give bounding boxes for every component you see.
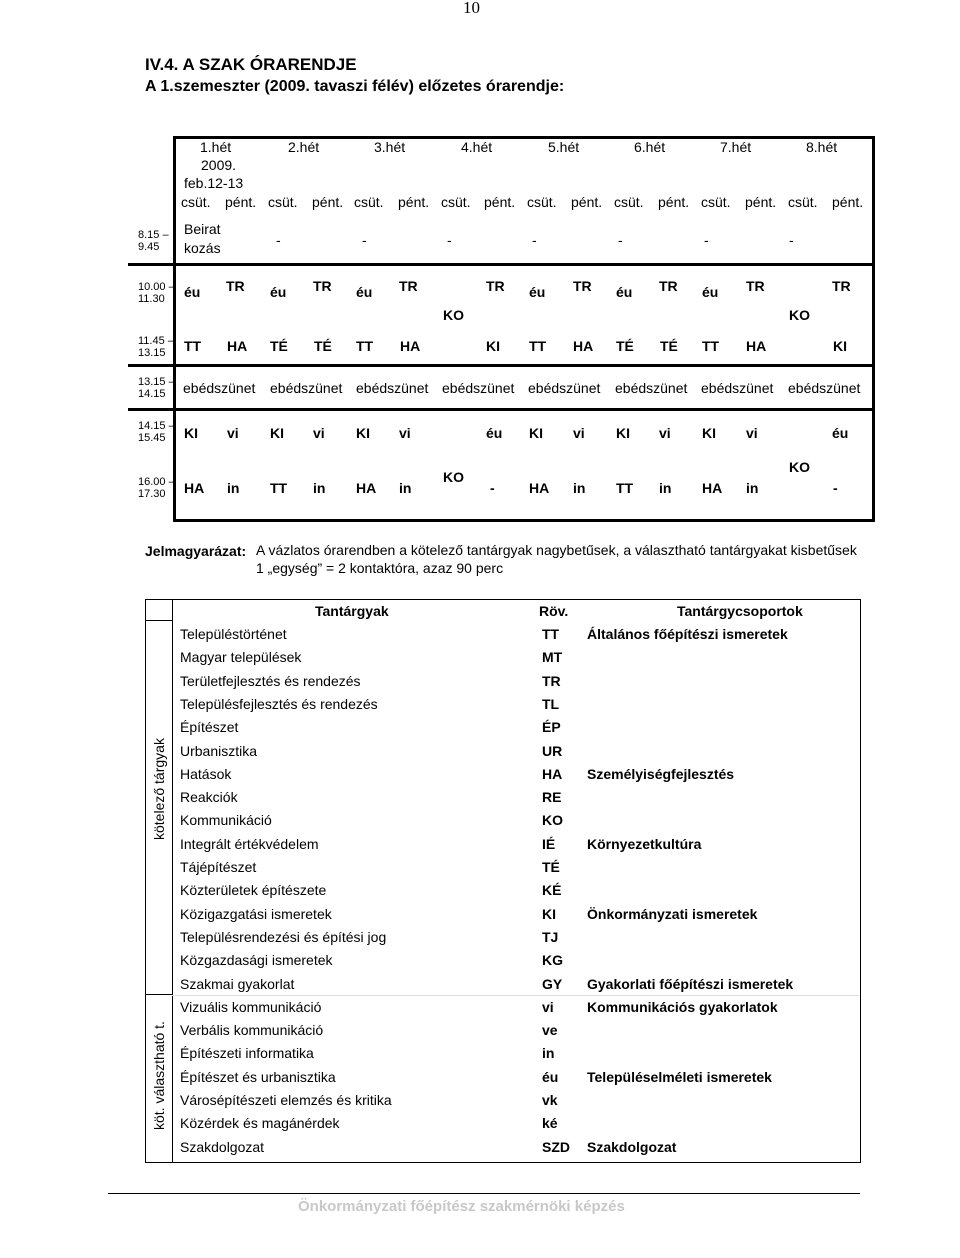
day-header: pént. [745,194,777,210]
week-header: 3.hét [374,139,406,155]
schedule-cell: vi [573,425,585,441]
table-divider [172,599,173,1162]
day-header: pént. [571,194,603,210]
lunch-break: ebédszünet [701,380,774,396]
schedule-cell: éu [832,425,849,441]
subject-abbr: KO [542,812,563,828]
cell-dash: - [789,232,794,248]
subject-name: Területfejlesztés és rendezés [180,673,361,689]
schedule-cell: vi [227,425,239,441]
subject-name: Közterületek építészete [180,882,327,898]
subject-abbr: RE [542,789,562,805]
week-header: 2.hét [288,139,320,155]
subject-name: Hatások [180,766,232,782]
schedule-cell: in [746,480,759,496]
enrollment-label: kozás [184,240,221,256]
schedule-cell: KI [833,338,847,354]
day-header: pént. [832,194,864,210]
schedule-cell: éu [270,284,287,300]
schedule-cell: TR [746,278,765,294]
schedule-cell: KI [356,425,370,441]
schedule-cell: HA [573,338,594,354]
subject-abbr: ve [542,1022,558,1038]
schedule-cell: TR [399,278,418,294]
column-header-subjects: Tantárgyak [315,603,389,619]
schedule-cell: HA [227,338,248,354]
subject-abbr: HA [542,766,563,782]
schedule-cell: - [490,480,495,496]
table-divider [172,995,859,996]
subject-name: Urbanisztika [180,743,258,759]
subject-abbr: MT [542,649,563,665]
schedule-cell: in [573,480,586,496]
schedule-cell: TR [486,278,505,294]
table-divider [145,620,173,621]
schedule-cell-ko: KO [443,469,464,485]
subject-name: Verbális kommunikáció [180,1022,324,1038]
cell-dash: - [618,232,623,248]
subject-group: Általános főépítészi ismeretek [587,626,788,642]
schedule-cell: TT [184,338,202,354]
subject-name: Településrendezési és építési jog [180,929,387,945]
subject-name: Integrált értékvédelem [180,836,319,852]
subject-abbr: KG [542,952,563,968]
schedule-cell: TT [356,338,374,354]
cell-dash: - [276,232,281,248]
schedule-cell: KI [184,425,198,441]
subject-name: Településtörténet [180,626,287,642]
subject-name: Magyar települések [180,649,302,665]
week-header: 4.hét [461,139,493,155]
schedule-cell: TÉ [270,338,288,354]
lunch-break: ebédszünet [442,380,515,396]
footer-text: Önkormányzati főépítész szakmérnöki képzés [298,1198,625,1215]
time-slot-4: 13.15 – 14.15 [138,376,175,400]
schedule-cell: - [833,480,838,496]
schedule-cell: KI [486,338,500,354]
time-slot-5: 14.15 – 15.45 [138,420,175,444]
subject-abbr: UR [542,743,563,759]
legend-text [256,541,857,577]
subject-group: Önkormányzati ismeretek [587,906,758,922]
subject-group: Gyakorlati főépítészi ismeretek [587,976,794,992]
schedule-cell: vi [746,425,758,441]
subject-abbr: TR [542,673,561,689]
subject-abbr: SZD [542,1139,570,1155]
schedule-cell: in [659,480,672,496]
schedule-cell: éu [529,284,546,300]
schedule-cell: éu [184,284,201,300]
subject-abbr: IÉ [542,836,556,852]
week-header: 6.hét [634,139,666,155]
day-header: csüt. [354,194,384,210]
schedule-cell-ko: KO [789,307,810,323]
schedule-divider [128,263,872,266]
subject-group: Szakdolgozat [587,1139,677,1155]
schedule-cell: KI [616,425,630,441]
schedule-cell: TT [529,338,547,354]
schedule-cell: KI [270,425,284,441]
schedule-cell: HA [184,480,205,496]
schedule-cell: éu [702,284,719,300]
day-header: csüt. [441,194,471,210]
schedule-cell: vi [659,425,671,441]
schedule-cell: vi [313,425,325,441]
subject-name: Közigazgatási ismeretek [180,906,332,922]
subject-abbr: KI [542,906,556,922]
elective-side-label: köt. választható t. [151,1021,167,1130]
schedule-cell: in [313,480,326,496]
subject-abbr: GY [542,976,563,992]
subject-group: Személyiségfejlesztés [587,766,735,782]
lunch-break: ebédszünet [788,380,861,396]
lunch-break: ebédszünet [270,380,343,396]
day-header: pént. [312,194,344,210]
schedule-cell: TT [702,338,720,354]
schedule-cell: in [399,480,412,496]
schedule-cell: TT [270,480,288,496]
schedule-cell: TR [832,278,851,294]
day-header: pént. [658,194,690,210]
column-header-groups: Tantárgycsoportok [677,603,803,619]
cell-dash: - [447,232,452,248]
subject-abbr: TT [542,626,560,642]
subject-name: Kommunikáció [180,812,272,828]
legend-line: 1 „egység” = 2 kontaktóra, azaz 90 perc [256,560,504,576]
subject-group: Településelméleti ismeretek [587,1069,772,1085]
day-header: pént. [484,194,516,210]
week-date: 2009. [201,157,237,173]
schedule-cell: TR [573,278,592,294]
subject-abbr: TJ [542,929,559,945]
schedule-cell-ko: KO [789,459,810,475]
day-header: csüt. [268,194,298,210]
subject-group: Kommunikációs gyakorlatok [587,999,778,1015]
schedule-cell: HA [400,338,421,354]
schedule-cell: HA [529,480,550,496]
subject-name: Szakdolgozat [180,1139,265,1155]
subject-name: Városépítészeti elemzés és kritika [180,1092,392,1108]
time-slot-3: 11.45 – 13.15 [138,335,174,359]
time-slot-1: 8.15 – 9.45 [138,229,169,253]
schedule-cell: TT [616,480,634,496]
schedule-cell: TÉ [616,338,634,354]
table-divider [145,994,173,995]
section-heading: IV.4. A SZAK ÓRARENDJE [145,55,357,74]
subject-name: Tájépítészet [180,859,257,875]
mandatory-side-label: kötelező tárgyak [151,738,167,840]
subject-name: Közgazdasági ismeretek [180,952,333,968]
day-header: csüt. [614,194,644,210]
footer-rule [108,1193,860,1194]
schedule-cell: HA [746,338,767,354]
lunch-break: ebédszünet [528,380,601,396]
schedule-cell: KI [529,425,543,441]
subject-group: Környezetkultúra [587,836,702,852]
day-header: csüt. [701,194,731,210]
schedule-cell: HA [356,480,377,496]
day-header: pént. [225,194,257,210]
cell-dash: - [362,232,367,248]
subject-abbr: in [542,1045,555,1061]
cell-dash: - [532,232,537,248]
column-header-abbr: Röv. [539,603,569,619]
page-number: 10 [463,0,480,17]
day-header: csüt. [181,194,211,210]
schedule-cell: éu [616,284,633,300]
week-date: feb.12-13 [184,175,244,191]
lunch-break: ebédszünet [183,380,256,396]
schedule-divider [128,408,872,411]
schedule-cell: KI [702,425,716,441]
schedule-cell: TÉ [660,338,678,354]
schedule-cell: TÉ [314,338,332,354]
lunch-break: ebédszünet [356,380,429,396]
subject-name: Vizuális kommunikáció [180,999,322,1015]
schedule-cell-ko: KO [443,307,464,323]
week-header: 1.hét [200,139,232,155]
time-slot-6: 16.00 – 17.30 [138,476,175,500]
schedule-divider [128,364,872,367]
subject-abbr: éu [542,1069,559,1085]
subject-abbr: TL [542,696,560,712]
section-subheading: A 1.szemeszter (2009. tavaszi félév) előzetes órarendje: [145,78,565,95]
subject-abbr: KÉ [542,882,562,898]
subject-name: Településfejlesztés és rendezés [180,696,378,712]
subject-abbr: ÉP [542,719,561,735]
subject-name: Építészet [180,719,239,735]
subject-abbr: TÉ [542,859,560,875]
schedule-cell: TR [226,278,245,294]
enrollment-label: Beirat [184,221,221,237]
day-header: csüt. [527,194,557,210]
week-header: 8.hét [806,139,838,155]
lunch-break: ebédszünet [615,380,688,396]
subject-abbr: ké [542,1115,558,1131]
time-slot-2: 10.00 – 11.30 [138,281,175,305]
week-header: 5.hét [548,139,580,155]
day-header: pént. [398,194,430,210]
subject-name: Építészet és urbanisztika [180,1069,336,1085]
legend-line: A vázlatos órarendben a kötelező tantárgyak nagybetűsek, a választható tantárgyakat kisbetűsek [256,542,857,558]
schedule-cell: HA [702,480,723,496]
subject-name: Reakciók [180,789,238,805]
schedule-cell: éu [356,284,373,300]
schedule-cell: vi [399,425,411,441]
subject-name: Építészeti informatika [180,1045,314,1061]
schedule-cell: TR [313,278,332,294]
schedule-cell: éu [486,425,503,441]
legend-label: Jelmagyarázat: [145,543,247,559]
subject-abbr: vi [542,999,554,1015]
subject-name: Szakmai gyakorlat [180,976,295,992]
cell-dash: - [704,232,709,248]
day-header: csüt. [788,194,818,210]
subject-abbr: vk [542,1092,558,1108]
schedule-cell: in [227,480,240,496]
subject-name: Közérdek és magánérdek [180,1115,340,1131]
schedule-cell: TR [659,278,678,294]
week-header: 7.hét [720,139,752,155]
